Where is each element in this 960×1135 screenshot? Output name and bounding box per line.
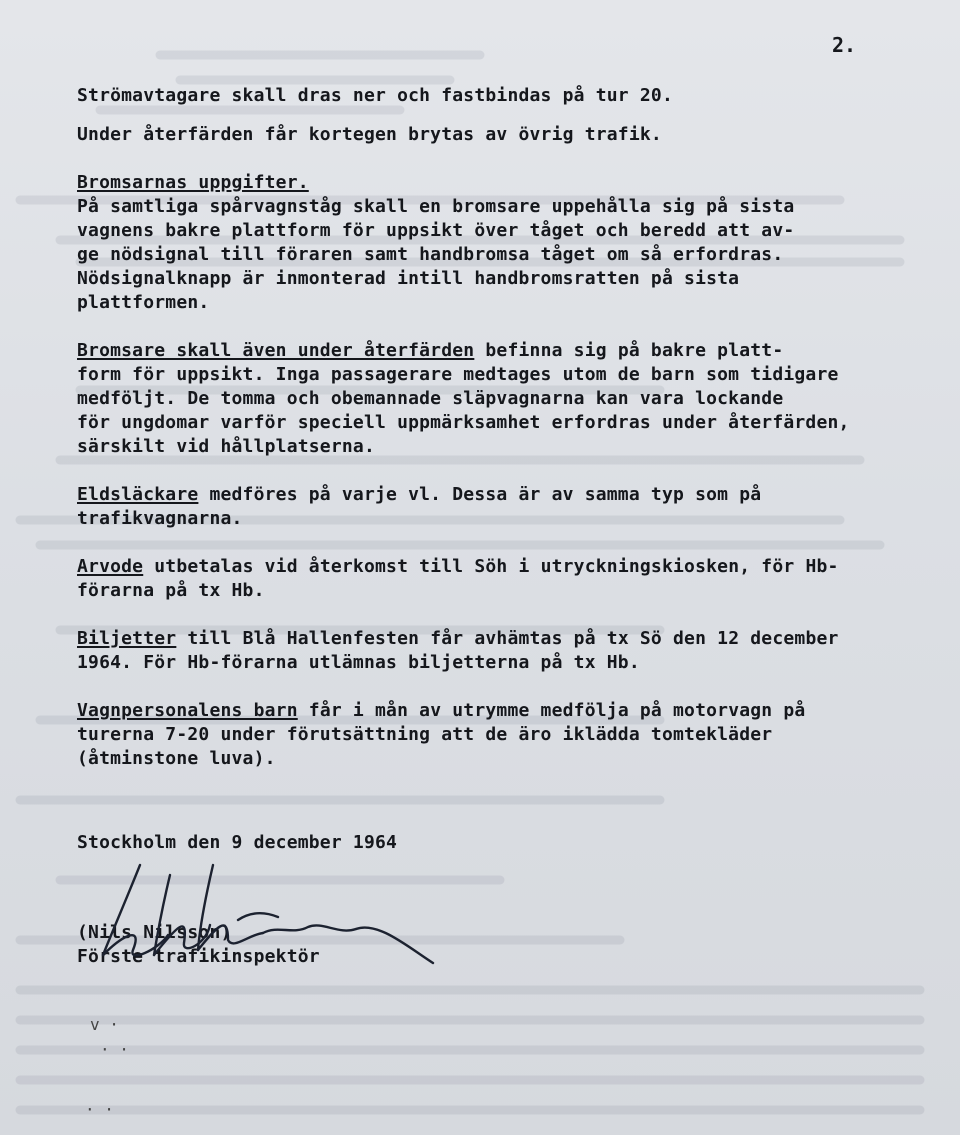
paragraph-gap [77,459,937,483]
text-line [77,507,937,531]
paragraph-gap [77,603,937,627]
paragraph [77,339,937,459]
text-line [77,339,937,363]
line-text: form för uppsikt. Inga passagerare medtages utom de barn som tidigare [77,364,839,385]
text-line [77,435,937,459]
text-line [77,651,937,675]
text-line [77,171,937,195]
signatory-title: Förste trafikinspektör [77,946,320,967]
text-line [77,627,937,651]
line-text: Under återfärden får kortegen brytas av övrig trafik. [77,124,662,145]
paragraph [77,699,937,771]
paragraph-gap [77,675,937,699]
paragraph [77,171,937,315]
text-line [77,699,937,723]
paragraph [77,627,937,675]
paragraph-gap [77,771,937,795]
text-line [77,84,937,108]
text-line [77,195,937,219]
line-text: särskilt vid hållplatserna. [77,436,375,457]
underlined-heading: Bromsare skall även under återfärden [77,340,475,361]
line-text: för ungdomar varför speciell uppmärksamhet erfordras under återfärden, [77,412,850,433]
line-text: förarna på tx Hb. [77,580,265,601]
line-text: Strömavtagare skall dras ner och fastbindas på tur 20. [77,85,673,106]
text-line [77,555,937,579]
text-line [77,219,937,243]
line-text: trafikvagnarna. [77,508,243,529]
line-text: medföljt. De tomma och obemannade släpvagnarna kan vara lockande [77,388,784,409]
line-text: turerna 7-20 under förutsättning att de äro iklädda tomtekläder [77,724,773,745]
text-line [77,579,937,603]
line-text: ge nödsignal till föraren samt handbromsa tåget om så erfordras. [77,244,784,265]
underlined-heading: Biljetter [77,628,177,649]
closing-gap [77,795,937,831]
paragraph-gap [77,315,937,339]
stray-marks: · · [100,1040,129,1059]
underlined-heading: Vagnpersonalens barn [77,700,298,721]
text-line [77,363,937,387]
line-text: till Blå Hallenfesten får avhämtas på tx Sö den 12 december [176,628,839,649]
line-text: utbetalas vid återkomst till Söh i utryckningskiosken, för Hb- [143,556,839,577]
underlined-heading: Eldsläckare [77,484,199,505]
stray-marks: · · [85,1100,114,1119]
paragraph-gap [77,531,937,555]
line-text: medföres på varje vl. Dessa är av samma typ som på [198,484,762,505]
text-line [77,747,937,771]
line-text: På samtliga spårvagnståg skall en bromsare uppehålla sig på sista [77,196,795,217]
text-line [77,387,937,411]
text-line [77,267,937,291]
text-line [77,243,937,267]
paragraph [77,555,937,603]
line-text: (åtminstone luva). [77,748,276,769]
paragraph-gap [77,147,937,171]
signatory-name: (Nils Nilsson) [77,922,232,943]
letter-body [77,84,937,969]
line-text: 1964. För Hb-förarna utlämnas biljetterna på tx Hb. [77,652,640,673]
paragraph [77,84,937,108]
text-line [77,123,937,147]
page-number: 2. [832,33,857,57]
handwritten-signature [88,855,458,970]
paragraph-gap [77,108,937,123]
underlined-heading: Arvode [77,556,144,577]
line-text: Nödsignalknapp är inmonterad intill handbromsratten på sista [77,268,740,289]
text-line [77,483,937,507]
date-line: Stockholm den 9 december 1964 [77,832,398,853]
line-text: får i mån av utrymme medfölja på motorvagn på [297,700,806,721]
line-text: vagnens bakre plattform för uppsikt över tåget och beredd att av- [77,220,795,241]
stray-marks: v · [90,1015,119,1034]
text-line [77,411,937,435]
line-text: plattformen. [77,292,210,313]
line-text: befinna sig på bakre platt- [474,340,784,361]
paragraph [77,123,937,147]
text-line [77,723,937,747]
text-line [77,291,937,315]
paragraph [77,483,937,531]
underlined-heading: Bromsarnas uppgifter. [77,172,309,193]
